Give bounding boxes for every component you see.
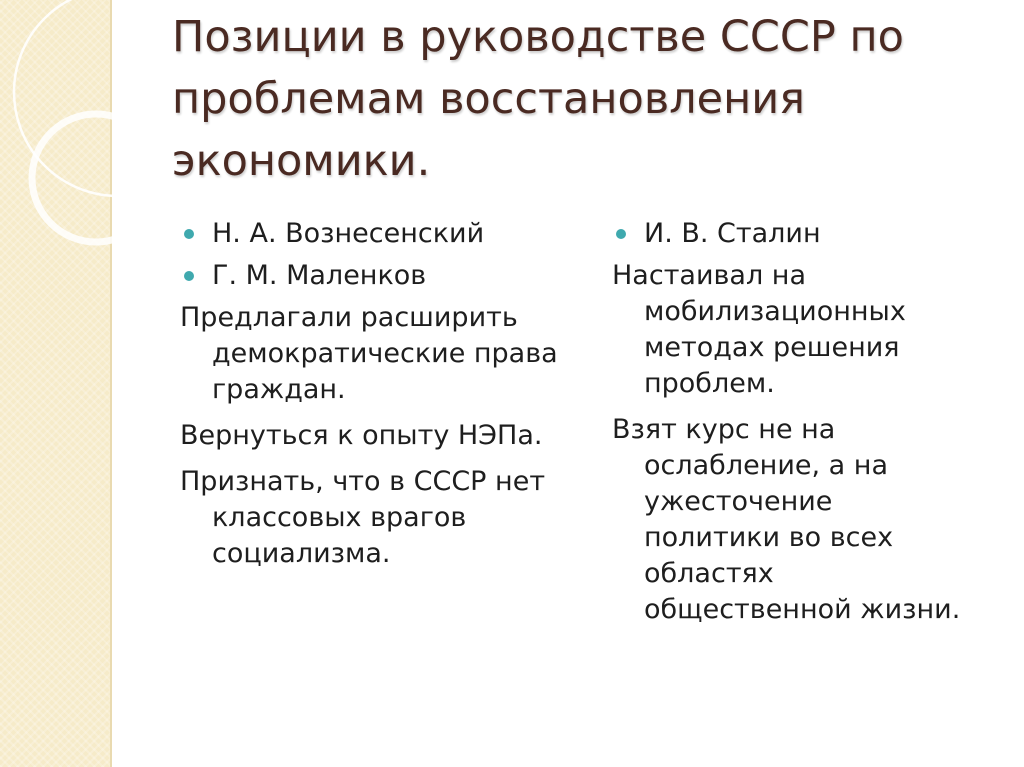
paragraph: Настаивал на мобилизационных методах решения проблем. xyxy=(612,260,906,399)
paragraph: Вернуться к опыту НЭПа. xyxy=(180,420,543,451)
bullet-dot-icon xyxy=(184,229,194,239)
paragraph: Взят курс не на ослабление, а на ужесточение политики во всех областях общественной жизни. xyxy=(612,414,961,625)
decorative-circles xyxy=(0,0,200,300)
bullet-dot-icon xyxy=(616,229,626,239)
paragraph: Предлагали расширить демократические права граждан. xyxy=(180,302,558,405)
bullet-item xyxy=(180,216,580,252)
bullet-dot-icon xyxy=(184,271,194,281)
bullet-item xyxy=(612,216,972,252)
paragraph: Признать, что в СССР нет классовых врагов социализма. xyxy=(180,466,546,569)
left-column xyxy=(180,216,580,582)
bullet-text: Н. А. Вознесенский xyxy=(212,218,485,249)
slide-title: Позиции в руководстве СССР по проблемам восстановления экономики. xyxy=(172,12,904,186)
right-column xyxy=(612,216,972,638)
bullet-text: И. В. Сталин xyxy=(644,218,821,249)
bullet-text: Г. М. Маленков xyxy=(212,260,427,291)
bullet-item xyxy=(180,258,580,294)
